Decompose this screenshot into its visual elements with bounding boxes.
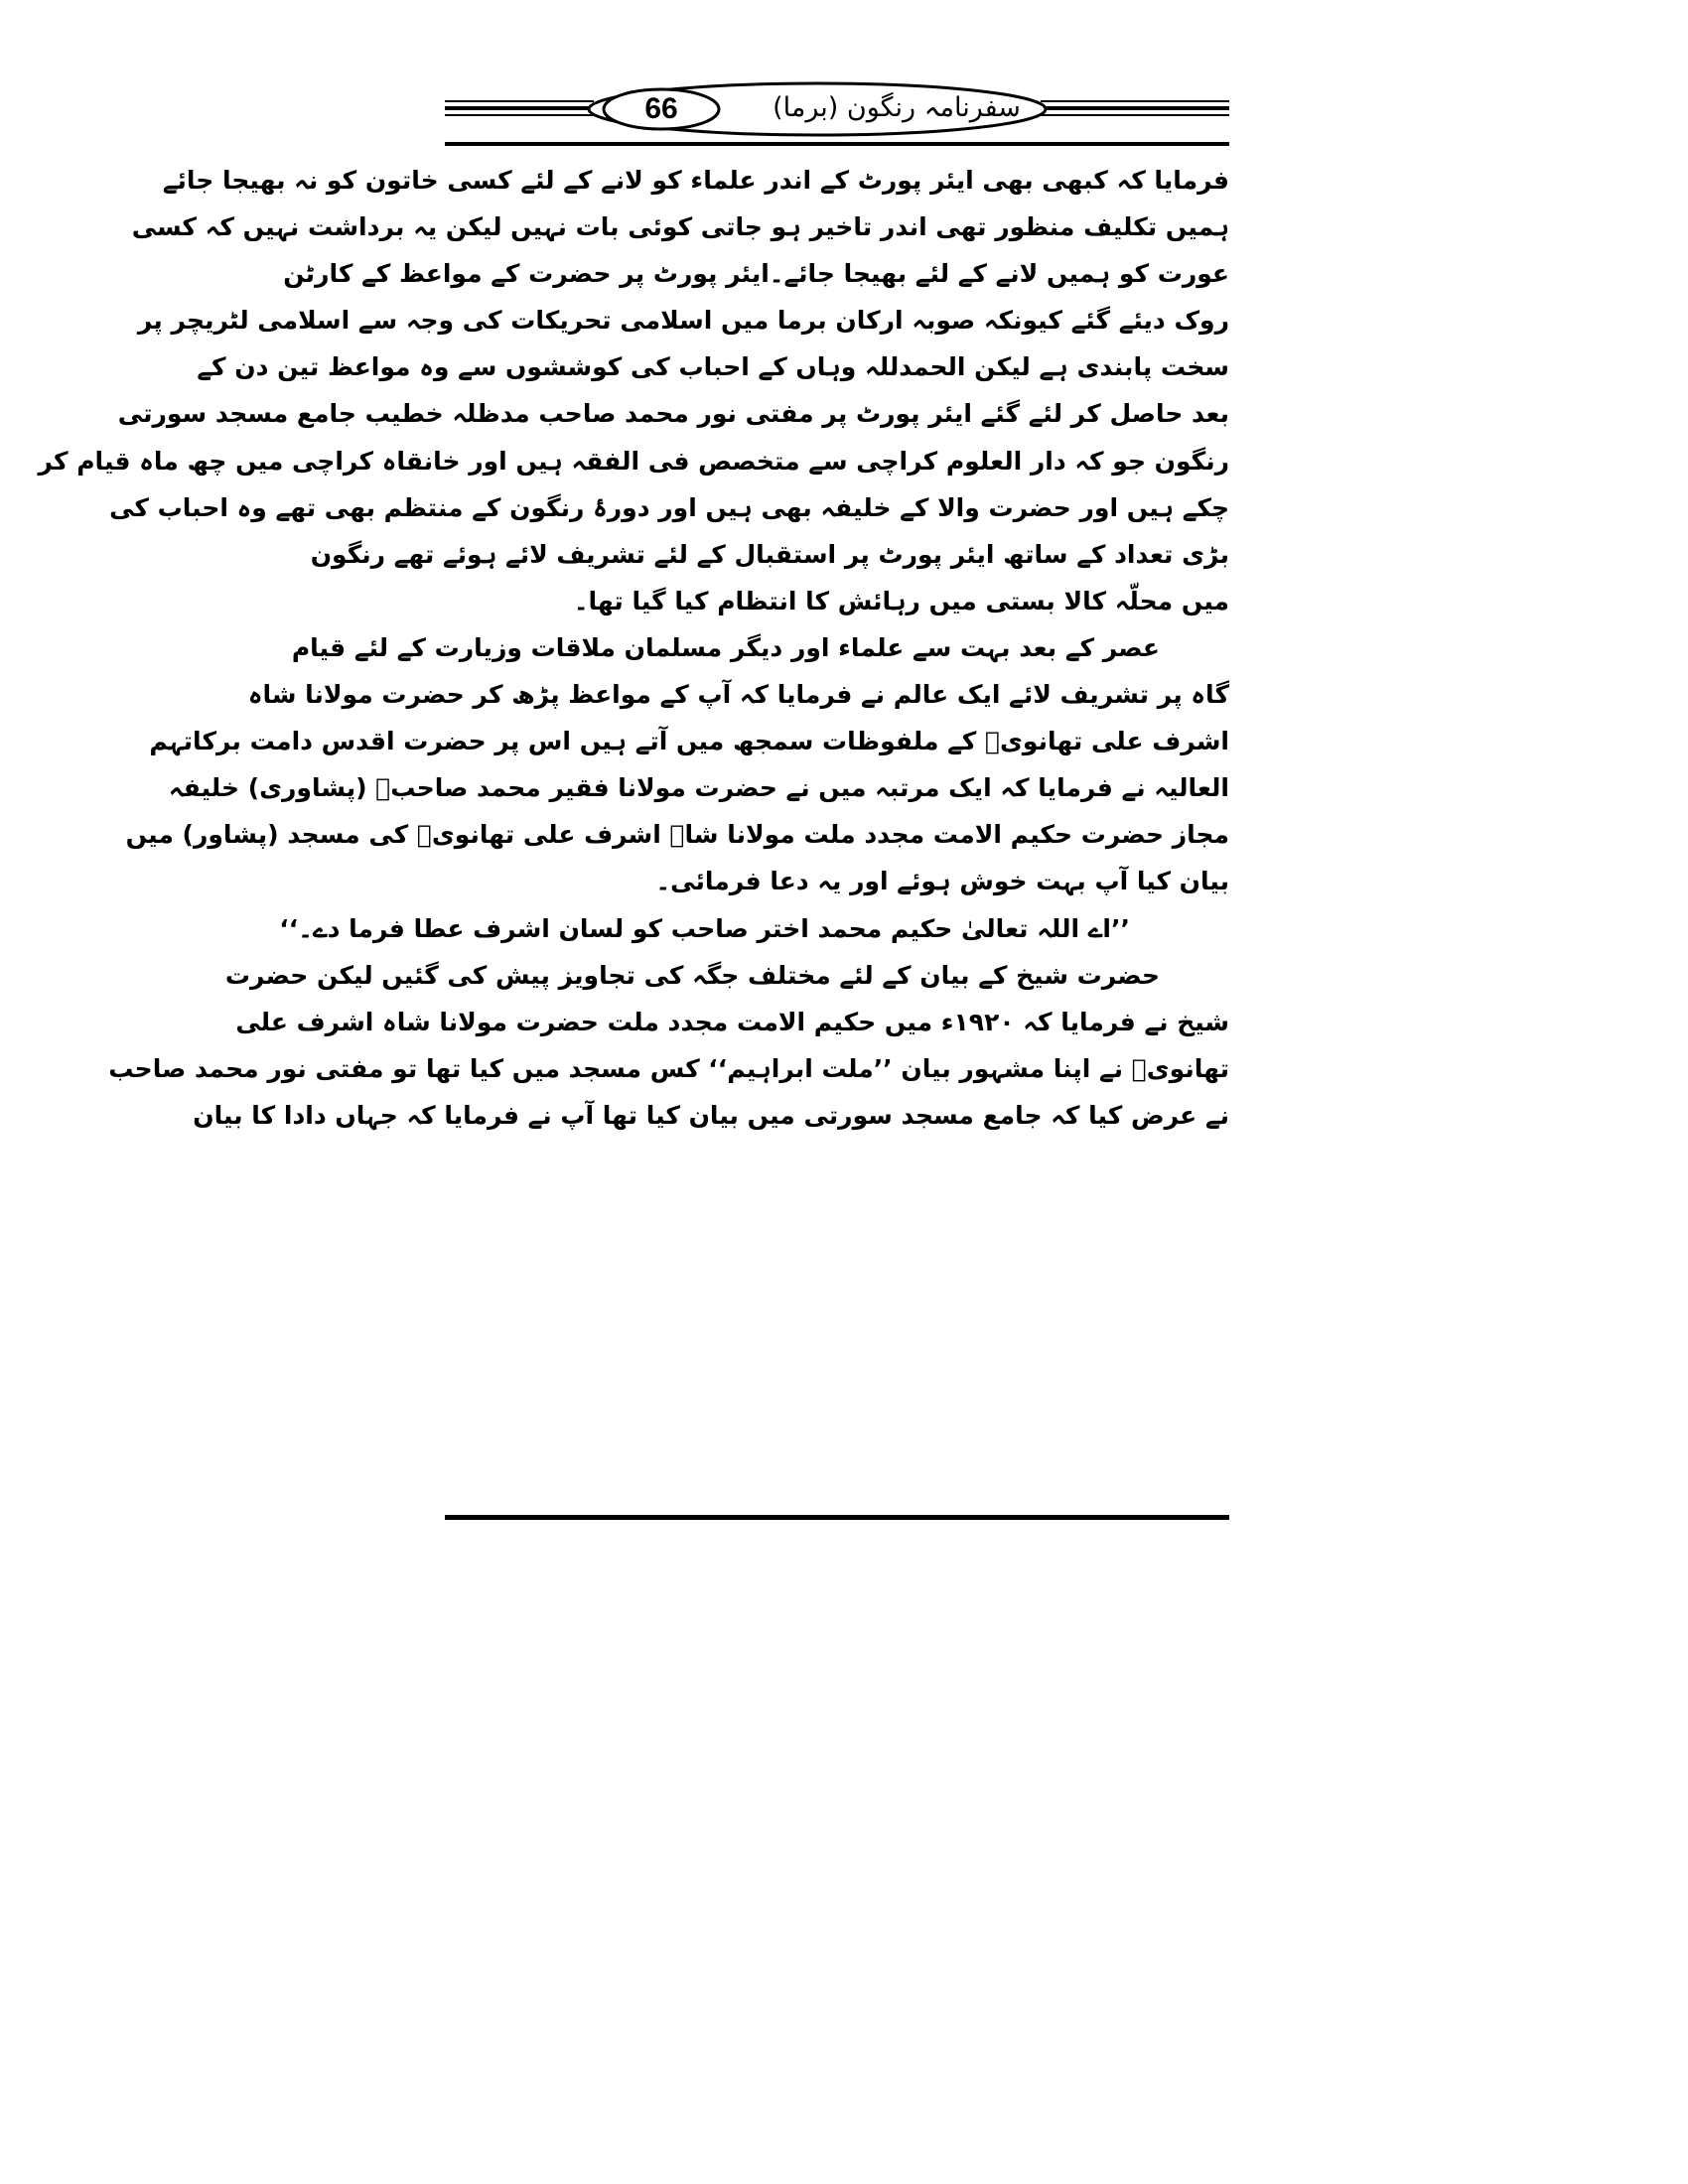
text-line: حضرت شیخ کے بیان کے لئے مختلف جگہ کی تجاویز پیش کی گئیں لیکن حضرت — [224, 960, 1160, 990]
text-line: سخت پابندی ہے لیکن الحمدللہ وہاں کے احباب کی کوششوں سے وہ مواعظ تین دن کے — [197, 352, 1229, 382]
text-line: مجاز حضرت حکیم الامت مجدد ملت مولانا شاہ اشرف علی تھانویؒ کی مسجد (پشاور) میں — [125, 820, 1229, 850]
page-number: 66 — [644, 92, 678, 125]
text-line: چکے ہیں اور حضرت والا کے خلیفہ بھی ہیں اور دورۂ رنگون کے منتظم بھی تھے وہ احباب کی — [109, 492, 1229, 522]
body-text — [38, 157, 1229, 1139]
text-line: تھانویؒ نے اپنا مشہور بیان ’’ملت ابراہیم‘‘ کس مسجد میں کیا تھا تو مفتی نور محمد صاحب — [108, 1053, 1229, 1083]
text-line: بڑی تعداد کے ساتھ ایئر پورٹ پر استقبال کے لئے تشریف لائے ہوئے تھے رنگون — [310, 539, 1229, 569]
text-line: گاہ پر تشریف لائے ایک عالم نے فرمایا کہ آپ کے مواعظ پڑھ کر حضرت مولانا شاہ — [247, 680, 1229, 710]
text-line: فرمایا کہ کبھی بھی ایئر پورٹ کے اندر علماء کو لانے کے لئے کسی خاتون کو نہ بھیجا جائے — [162, 166, 1229, 195]
text-line: میں محلّہ کالا بستی میں رہائش کا انتظام کیا گیا تھا۔ — [573, 586, 1229, 615]
text-line: بعد حاصل کر لئے گئے ایئر پورٹ پر مفتی نور محمد صاحب مدظلہ خطیب جامع مسجد سورتی — [117, 399, 1229, 429]
text-line: روک دیئے گئے کیونکہ صوبہ ارکان برما میں اسلامی تحریکات کی وجہ سے اسلامی لٹریچر پر — [137, 306, 1229, 336]
text-line: بیان کیا آپ بہت خوش ہوئے اور یہ دعا فرمائی۔ — [655, 867, 1229, 896]
text-line: رنگون جو کہ دار العلوم کراچی سے متخصص فی الفقہ ہیں اور خانقاہ کراچی میں چھ ماہ قیام کر — [38, 446, 1229, 476]
text-line: نے عرض کیا کہ جامع مسجد سورتی میں بیان کیا تھا آپ نے فرمایا کہ جہاں دادا کا بیان — [193, 1100, 1229, 1130]
text-line: اشرف علی تھانویؒ کے ملفوظات سمجھ میں آتے ہیں اس پر حضرت اقدس دامت برکاتہم — [149, 727, 1229, 756]
text-line: عصر کے بعد بہت سے علماء اور دیگر مسلمان ملاقات وزیارت کے لئے قیام — [291, 632, 1160, 662]
quote-line: ’’اے اللہ تعالیٰ حکیم محمد اختر صاحب کو لسان اشرف عطا فرما دے۔‘‘ — [279, 913, 1130, 943]
top-divider — [445, 142, 1229, 146]
text-line: ہمیں تکلیف منظور تھی اندر تاخیر ہو جاتی کوئی بات نہیں لیکن یہ برداشت نہیں کہ کسی — [131, 212, 1229, 242]
text-line: شیخ نے فرمایا کہ ۱۹۲۰ء میں حکیم الامت مجدد ملت حضرت مولانا شاہ اشرف علی — [235, 1007, 1229, 1036]
bottom-divider — [445, 1515, 1229, 1520]
page-header — [445, 81, 1229, 141]
text-line: العالیہ نے فرمایا کہ ایک مرتبہ میں نے حضرت مولانا فقیر محمد صاحبؒ (پشاوری) خلیفہ — [168, 773, 1229, 803]
running-title: سفرنامہ رنگون (برما) — [773, 92, 1021, 123]
text-line: عورت کو ہمیں لانے کے لئے بھیجا جائے۔ایئر پورٹ پر حضرت کے مواعظ کے کارٹن — [283, 259, 1229, 289]
